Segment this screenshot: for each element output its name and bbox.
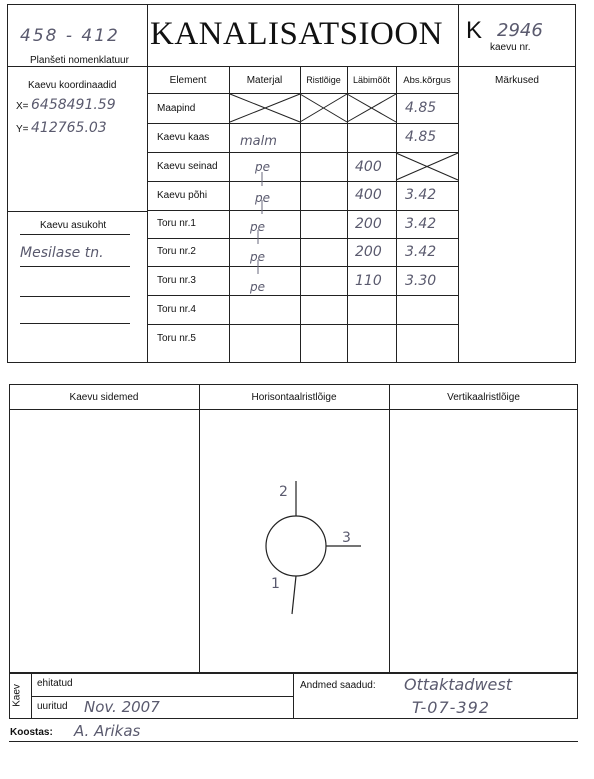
row-abs-toru-2: 3.42: [405, 244, 437, 260]
well-number-label: kaevu nr.: [490, 42, 531, 53]
compiled-label: Koostas:: [10, 727, 53, 738]
location-label: Kaevu asukoht: [40, 220, 107, 231]
well-circle: [266, 516, 326, 576]
well-letter: K: [466, 17, 483, 44]
row-element-toru-3: Toru nr.3: [157, 275, 196, 286]
footer-mid-divider: [293, 673, 294, 719]
well-number-value: 2946: [497, 20, 543, 41]
location-value: Mesilase tn.: [20, 245, 104, 261]
col-header-abs: Abs.kõrgus: [403, 75, 451, 86]
row-abs-maapind: 4.85: [405, 100, 437, 116]
horizontal-section-heading: Horisontaalristlõige: [251, 392, 337, 403]
col-header-element: Element: [169, 75, 207, 86]
pipe-1-line: [292, 576, 296, 614]
well-cross-section-sketch: [199, 409, 389, 672]
row-materjal-kaevu-pohi: pe: [255, 191, 270, 205]
y-prefix: Y=: [16, 124, 29, 135]
pipe-label-3: 3: [342, 530, 351, 546]
sections-divider-2: [389, 384, 390, 673]
col-header-markused: Märkused: [495, 75, 539, 86]
row-element-kaevu-kaas: Kaevu kaas: [157, 132, 210, 143]
x-prefix: X=: [16, 101, 29, 112]
connections-heading: Kaevu sidemed: [69, 392, 139, 403]
surveyed-value: Nov. 2007: [84, 698, 160, 716]
page-title: KANALISATSIOON: [150, 16, 443, 52]
row-abs-toru-1: 3.42: [405, 216, 437, 232]
row-element-toru-1: Toru nr.1: [157, 218, 196, 229]
row-labimoot-toru-3: 110: [355, 273, 382, 289]
row-element-toru-2: Toru nr.2: [157, 246, 196, 257]
row-materjal-toru-1: pe: [250, 220, 265, 234]
row-element-kaevu-pohi: Kaevu põhi: [157, 190, 208, 201]
col-header-ristloige: Ristlõige: [306, 75, 341, 85]
row-materjal-kaevu-kaas: malm: [240, 134, 277, 149]
coordinates-label: Kaevu koordinaadid: [28, 80, 117, 91]
data-from-value-1: Ottaktadwest: [404, 675, 512, 694]
kaev-label: Kaev: [11, 684, 23, 707]
pipe-label-2: 2: [279, 484, 288, 500]
row-element-maapind: Maapind: [157, 103, 196, 114]
row-element-kaevu-seinad: Kaevu seinad: [157, 161, 218, 172]
surveyed-label: uuritud: [37, 701, 68, 712]
col-header-materjal: Materjal: [246, 75, 283, 86]
row-element-toru-4: Toru nr.4: [157, 304, 196, 315]
col-header-labimoot: Läbimõõt: [352, 75, 391, 85]
nomenclature-value: 458 - 412: [20, 26, 120, 46]
row-element-toru-5: Toru nr.5: [157, 333, 196, 344]
x-value: 6458491.59: [31, 97, 116, 113]
y-value: 412765.03: [31, 120, 107, 136]
row-abs-toru-3: 3.30: [405, 273, 437, 289]
row-materjal-toru-3: pe: [250, 280, 265, 294]
row-labimoot-kaevu-seinad: 400: [355, 159, 382, 175]
row-materjal-kaevu-seinad: pe: [255, 160, 270, 174]
built-label: ehitatud: [37, 678, 73, 689]
pipe-label-1: 1: [271, 576, 280, 592]
row-labimoot-toru-2: 200: [355, 244, 382, 260]
nomenclature-label: Planšeti nomenklatuur: [30, 55, 129, 66]
row-labimoot-toru-1: 200: [355, 216, 382, 232]
data-from-label: Andmed saadud:: [300, 680, 376, 691]
row-labimoot-kaevu-pohi: 400: [355, 187, 382, 203]
compiled-value: A. Arikas: [74, 722, 141, 740]
vertical-section-heading: Vertikaalristlõige: [447, 392, 520, 403]
compiled-underline: [9, 741, 578, 742]
row-materjal-toru-2: pe: [250, 250, 265, 264]
crossed-cells: [0, 0, 594, 363]
row-abs-kaevu-pohi: 3.42: [405, 187, 437, 203]
data-from-value-2: T-07-392: [412, 698, 490, 717]
footer-row-divider: [31, 696, 293, 697]
row-abs-kaevu-kaas: 4.85: [405, 129, 437, 145]
